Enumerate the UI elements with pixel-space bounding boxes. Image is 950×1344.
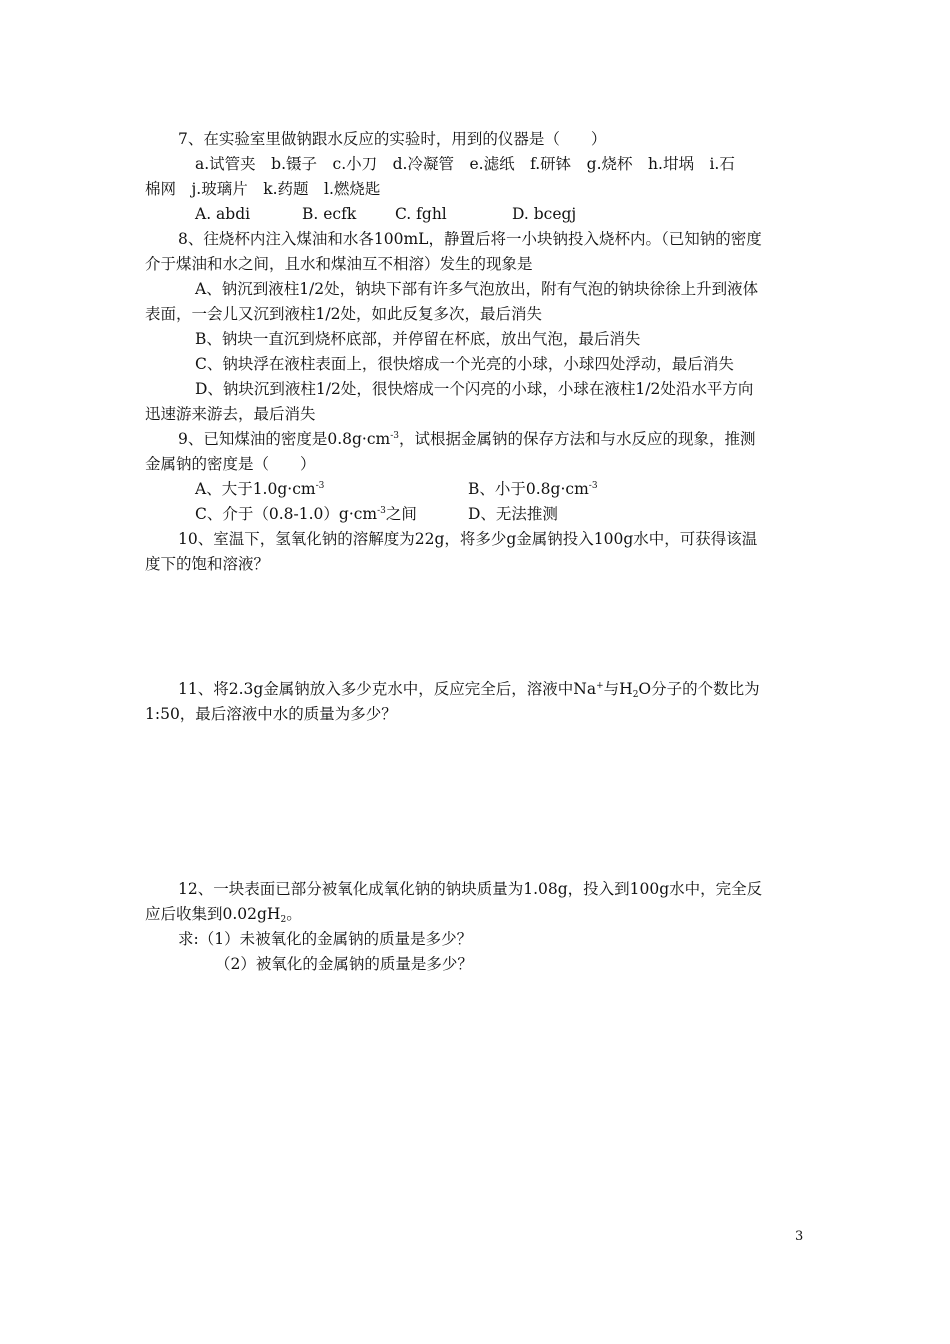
q12-line2-post: 。 [286,905,302,923]
q9-stem-line2: 金属钠的密度是（ ） [145,455,316,473]
q12-line2-pre: 应后收集到0.02gH [145,905,281,923]
q7-option-c: C. fghl [395,205,447,223]
q8-option-d-line1: D、钠块沉到液柱1/2处，很快熔成一个闪亮的小球，小球在液柱1/2处沿水平方向 [195,380,754,398]
q9-option-a-text: A、大于1.0g·cm [195,480,316,498]
q7-items-line2: 棉网 j.玻璃片 k.药题 l.燃烧匙 [145,180,381,198]
q8-stem-line1: 8、往烧杯内注入煤油和水各100mL，静置后将一小块钠投入烧杯内。（已知钠的密度 [178,230,762,248]
q9-stem-post: ，试根据金属钠的保存方法和与水反应的现象，推测 [399,430,756,448]
q9-option-a-sup: -3 [315,481,325,491]
q8-option-b: B、钠块一直沉到烧杯底部，并停留在杯底，放出气泡，最后消失 [195,330,641,348]
q8-option-a-line2: 表面，一会儿又沉到液柱1/2处，如此反复多次，最后消失 [145,305,542,323]
q9-option-d: D、无法推测 [468,505,558,523]
q9-stem-pre: 9、已知煤油的密度是0.8g·cm [178,430,391,448]
q9-option-b-sup: -3 [588,481,598,491]
q9-option-c-post: 之间 [385,505,417,523]
q8-option-a-line1: A、钠沉到液柱1/2处，钠块下部有许多气泡放出，附有气泡的钠块徐徐上升到液体 [195,280,759,298]
q9-option-c-pre: C、介于（0.8-1.0）g·cm [195,505,378,523]
page-number: 3 [795,1229,804,1244]
q9-option-b [468,479,598,499]
q7-option-a: A. abdi [195,205,251,223]
q9-option-c [195,504,417,524]
q12-ask1: 求:（1）未被氧化的金属钠的质量是多少？ [178,930,473,948]
q7-option-d: D. bcegj [512,205,577,223]
q12-line2 [145,904,302,924]
q12-h2-sub: 2 [280,915,287,925]
q12-ask2: （2）被氧化的金属钠的质量是多少？ [215,955,473,973]
q9-stem-sup: -3 [390,431,400,441]
q11-line1-pre: 11、将2.3g金属钠放入多少克水中，反应完全后，溶液中Na [178,680,597,698]
q11-h2o-sub: 2 [632,690,639,700]
q9-option-c-sup: -3 [377,506,386,516]
q10-line2: 度下的饱和溶液？ [145,555,270,573]
q7-items-line1: a.试管夹 b.镊子 c.小刀 d.冷凝管 e.滤纸 f.研钵 g.烧杯 h.坩埚 i.石 [195,155,735,173]
q9-stem-line1 [178,429,756,449]
q11-line1-post: O分子的个数比为 [638,680,760,698]
q11-line2: 1:50，最后溶液中水的质量为多少？ [145,705,397,723]
q10-line1: 10、室温下，氢氧化钠的溶解度为22g，将多少g金属钠投入100g水中，可获得该温 [178,530,758,548]
q8-stem-line2: 介于煤油和水之间，且水和煤油互不相溶）发生的现象是 [145,255,533,273]
q7-stem: 7、在实验室里做钠跟水反应的实验时，用到的仪器是（ ） [178,130,607,148]
q11-na-sup: + [596,681,604,691]
q9-option-a [195,479,324,499]
q8-option-d-line2: 迅速游来游去，最后消失 [145,405,316,423]
q9-option-b-text: B、小于0.8g·cm [468,480,589,498]
q7-option-b: B. ecfk [302,205,357,223]
q11-line1-mid: 与H [603,680,633,698]
q12-line1: 12、一块表面已部分被氧化成氧化钠的钠块质量为1.08g，投入到100g水中，完全反 [178,880,763,898]
q11-line1 [178,679,760,699]
q8-option-c: C、钠块浮在液柱表面上，很快熔成一个光亮的小球，小球四处浮动，最后消失 [195,355,734,373]
